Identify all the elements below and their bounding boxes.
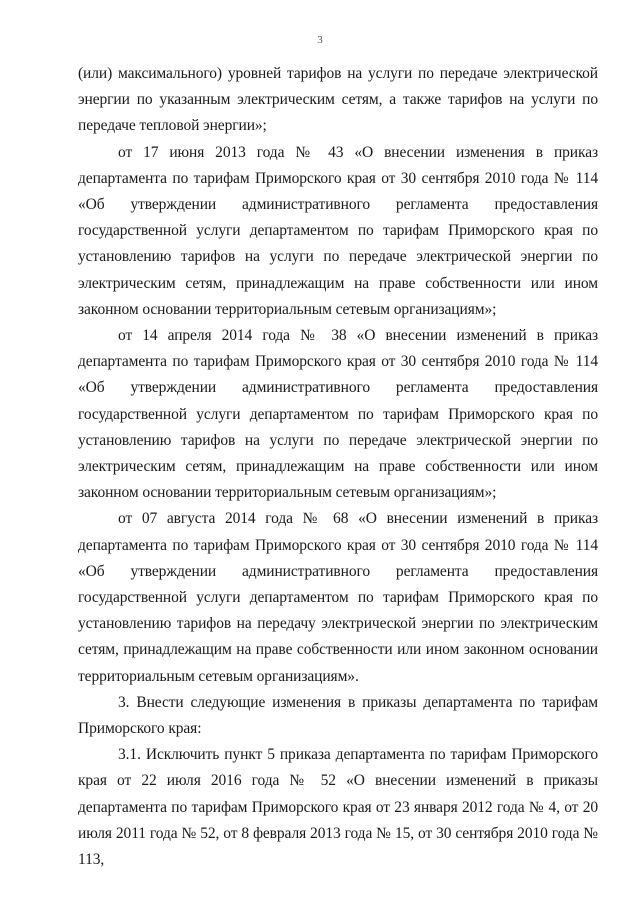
paragraph-order-2014-august: от 07 августа 2014 года № 68 «О внесении изменений в приказ департамента по тарифам Приморского края от 30 сентября 2010 года № 114 «Об утверждении административного регламента предоставления государственной услуги департаментом по тарифам Приморского края по установлению тарифов на передачу электрической энергии по электрическим сетям, принадлежащим на праве собственности или ином законном основании территориальным сетевым организациям».	[78, 510, 598, 685]
paragraph-item-3: 3. Внести следующие изменения в приказы департамента по тарифам Приморского края:	[78, 693, 598, 738]
paragraph-order-2013: от 17 июня 2013 года № 43 «О внесении изменения в приказ департамента по тарифам Приморского края от 30 сентября 2010 года № 114 «Об утверждении административного регламента предоставления государственной услуги департаментом по тарифам Приморского края по установлению тарифов на услуги по передаче электрической энергии по электрическим сетям, принадлежащим на праве собственности или ином законном основании территориальным сетевым организациям»;	[78, 143, 598, 318]
document-body	[78, 61, 598, 873]
paragraph-continuation: (или) максимального) уровней тарифов на услуги по передаче электрической энергии по указанным электрическим сетям, а также тарифов на услуги по передаче тепловой энергии»;	[78, 65, 598, 135]
page-number: 3	[317, 34, 323, 46]
paragraph-item-3-1: 3.1. Исключить пункт 5 приказа департамента по тарифам Приморского края от 22 июля 2016 года № 52 «О внесении изменений в приказы департамента по тарифам Приморского края от 23 января 2012 года № 4, от 20 июля 2011 года № 52, от 8 февраля 2013 года № 15, от 30 сентября 2010 года № 113,	[78, 746, 598, 869]
paragraph-order-2014-april: от 14 апреля 2014 года № 38 «О внесении изменений в приказ департамента по тарифам Приморского края от 30 сентября 2010 года № 114 «Об утверждении административного регламента предоставления государственной услуги департаментом по тарифам Приморского края по установлению тарифов на услуги по передаче электрической энергии по электрическим сетям, принадлежащим на праве собственности или ином законном основании территориальным сетевым организациям»;	[78, 327, 598, 502]
